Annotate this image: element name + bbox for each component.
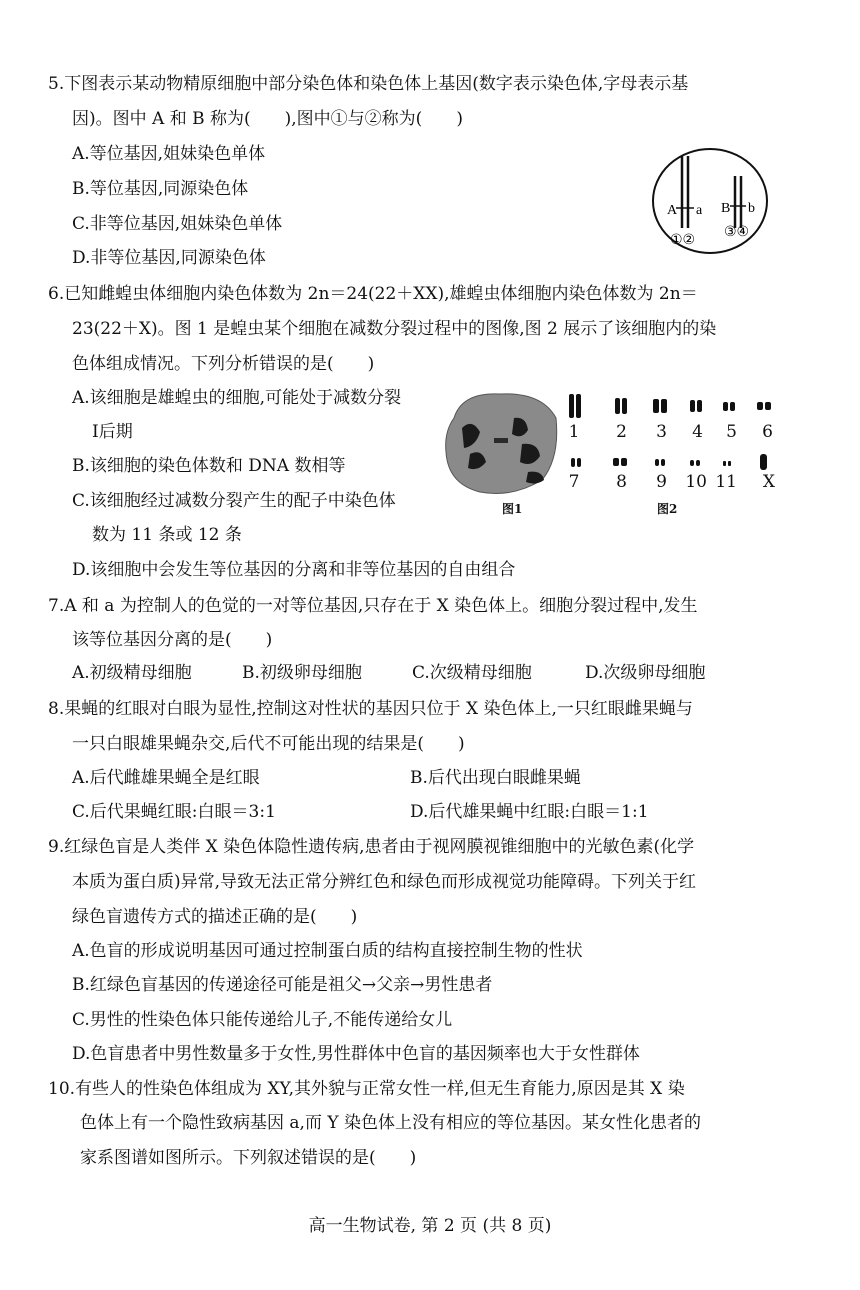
- q6-stem-line2: 23(22＋X)。图 1 是蝗虫某个细胞在减数分裂过程中的图像,图 2 展示了该细胞内的染: [72, 319, 717, 339]
- q6-stem-line1: 6.已知雌蝗虫体细胞内染色体数为 2n＝24(22＋XX),雄蝗虫体细胞内染色体数为 2n＝: [48, 284, 698, 304]
- q7-option-b: B.初级卵母细胞: [242, 663, 362, 683]
- q10-stem-line3: 家系图谱如图所示。下列叙述错误的是( ): [80, 1148, 417, 1168]
- q6-option-a-line2: Ⅰ后期: [92, 422, 133, 442]
- q6-option-c-line2: 数为 11 条或 12 条: [92, 525, 242, 545]
- chromosome-3-4-labels: ③④: [724, 224, 750, 240]
- gene-b-label: b: [748, 201, 755, 216]
- q10-stem-line2: 色体上有一个隐性致病基因 a,而 Y 染色体上没有相应的等位基因。某女性化患者的: [80, 1113, 701, 1133]
- q5-option-a: A.等位基因,姐妹染色单体: [72, 144, 266, 164]
- q9-stem-line3: 绿色盲遗传方式的描述正确的是( ): [72, 907, 358, 927]
- q7-option-a: A.初级精母细胞: [72, 663, 192, 683]
- karyotype-label: 5: [726, 422, 737, 442]
- q6-option-d: D.该细胞中会发生等位基因的分离和非等位基因的自由组合: [72, 560, 516, 580]
- q8-option-c: C.后代果蝇红眼:白眼＝3:1: [72, 802, 276, 822]
- q7-option-d: D.次级卵母细胞: [585, 663, 706, 683]
- karyotype-label: 2: [616, 422, 627, 442]
- q6-cell-micrograph: [442, 388, 562, 498]
- q5-option-b: B.等位基因,同源染色体: [72, 179, 249, 199]
- q8-stem-line1: 8.果蝇的红眼对白眼为显性,控制这对性状的基因只位于 X 染色体上,一只红眼雌果蝇与: [48, 699, 693, 719]
- q7-option-c: C.次级精母细胞: [412, 663, 532, 683]
- q9-stem-line2: 本质为蛋白质)异常,导致无法正常分辨红色和绿色而形成视觉功能障碍。下列关于红: [72, 872, 697, 892]
- gene-a-label: a: [696, 203, 703, 218]
- q8-option-b: B.后代出现白眼雌果蝇: [410, 768, 581, 788]
- q9-option-b: B.红绿色盲基因的传递途径可能是祖父→父亲→男性患者: [72, 975, 493, 995]
- karyotype-label: 3: [656, 422, 667, 442]
- q6-option-b: B.该细胞的染色体数和 DNA 数相等: [72, 456, 346, 476]
- q8-stem-line2: 一只白眼雄果蝇杂交,后代不可能出现的结果是( ): [72, 734, 465, 754]
- karyotype-label: 6: [762, 422, 773, 442]
- q5-stem-line2: 因)。图中 A 和 B 称为( ),图中①与②称为( ): [72, 109, 463, 129]
- q8-option-d: D.后代雄果蝇中红眼:白眼＝1:1: [410, 802, 649, 822]
- q8-option-a: A.后代雌雄果蝇全是红眼: [72, 768, 260, 788]
- chromosome-1-2-labels: ①②: [670, 232, 696, 248]
- karyotype-label: 7: [568, 472, 580, 492]
- karyotype-label: 4: [692, 422, 703, 442]
- karyotype-label: 10: [685, 472, 707, 492]
- q5-option-c: C.非等位基因,姐妹染色单体: [72, 214, 283, 234]
- karyotype-label: 8: [616, 472, 627, 492]
- q5-option-d: D.非等位基因,同源染色体: [72, 248, 266, 268]
- q7-stem-line2: 该等位基因分离的是( ): [72, 630, 273, 650]
- q9-stem-line1: 9.红绿色盲是人类伴 X 染色体隐性遗传病,患者由于视网膜视锥细胞中的光敏色素(化学: [48, 837, 695, 857]
- q6-option-c-line1: C.该细胞经过减数分裂产生的配子中染色体: [72, 491, 396, 511]
- karyotype-label: 1: [568, 422, 580, 442]
- q6-figure1-caption: 图1: [502, 502, 523, 516]
- q5-chromosome-figure: [650, 146, 770, 256]
- karyotype-labels-row2: [565, 470, 785, 494]
- q5-stem-line1: 5.下图表示某动物精原细胞中部分染色体和染色体上基因(数字表示染色体,字母表示基: [48, 74, 689, 94]
- q10-stem-line1: 10.有些人的性染色体组成为 XY,其外貌与正常女性一样,但无生育能力,原因是其 X 染: [48, 1079, 685, 1099]
- karyotype-labels-row1: [565, 420, 785, 444]
- karyotype-label: 9: [656, 472, 667, 492]
- q7-stem-line1: 7.A 和 a 为控制人的色觉的一对等位基因,只存在于 X 染色体上。细胞分裂过程中,发生: [48, 596, 698, 616]
- q6-figure2-caption: 图2: [657, 502, 678, 516]
- page-footer: 高一生物试卷, 第 2 页 (共 8 页): [308, 1216, 552, 1236]
- q6-stem-line3: 色体组成情况。下列分析错误的是( ): [72, 354, 375, 374]
- q9-option-d: D.色盲患者中男性数量多于女性,男性群体中色盲的基因频率也大于女性群体: [72, 1044, 640, 1064]
- q9-option-a: A.色盲的形成说明基因可通过控制蛋白质的结构直接控制生物的性状: [72, 941, 583, 961]
- karyotype-label: X: [762, 472, 775, 492]
- gene-B-label: B: [721, 201, 731, 216]
- karyotype-label: 11: [715, 472, 737, 492]
- q6-option-a-line1: A.该细胞是雄蝗虫的细胞,可能处于减数分裂: [72, 388, 402, 408]
- gene-A-label: A: [667, 203, 678, 218]
- q9-option-c: C.男性的性染色体只能传递给儿子,不能传递给女儿: [72, 1010, 453, 1030]
